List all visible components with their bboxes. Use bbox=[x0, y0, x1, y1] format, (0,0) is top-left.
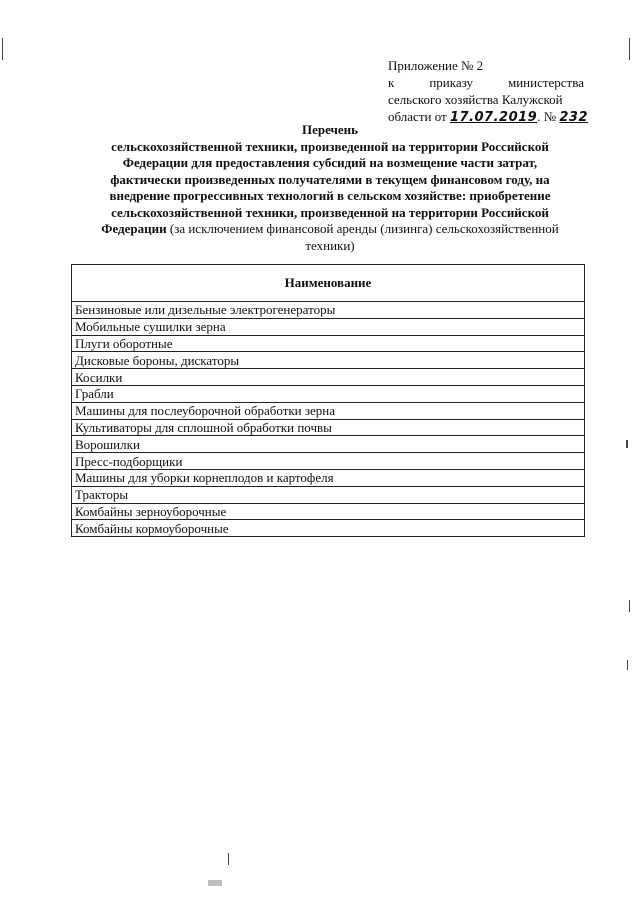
handwritten-order-number: 232 bbox=[559, 110, 589, 125]
title-heading: Перечень bbox=[301, 122, 359, 137]
appendix-date-prefix: области от bbox=[388, 109, 447, 124]
appendix-word-1: к bbox=[388, 75, 395, 90]
table-row bbox=[72, 302, 585, 319]
table-cell: Машины для уборки корнеплодов и картофеля bbox=[72, 469, 585, 486]
scan-speck-right-3 bbox=[627, 660, 628, 670]
table-cell: Ворошилки bbox=[72, 436, 585, 453]
table-cell: Культиваторы для сплошной обработки почвы bbox=[72, 419, 585, 436]
table-row bbox=[72, 419, 585, 436]
scan-edge-mark-left bbox=[2, 38, 3, 60]
appendix-block bbox=[388, 57, 589, 126]
table-row bbox=[72, 385, 585, 402]
table-cell: Тракторы bbox=[72, 486, 585, 503]
table-cell: Мобильные сушилки зерна bbox=[72, 318, 585, 335]
table-cell: Плуги оборотные bbox=[72, 335, 585, 352]
scan-speck-bottom-2 bbox=[208, 880, 222, 886]
table-row bbox=[72, 369, 585, 386]
table-cell: Комбайны зерноуборочные bbox=[72, 503, 585, 520]
document-title bbox=[90, 122, 570, 254]
table-cell: Грабли bbox=[72, 385, 585, 402]
appendix-line-3: сельского хозяйства Калужской bbox=[388, 92, 563, 107]
table-row bbox=[72, 352, 585, 369]
equipment-table bbox=[71, 264, 585, 537]
title-body bbox=[90, 139, 570, 255]
appendix-word-3: министерства bbox=[507, 75, 584, 90]
table-row bbox=[72, 520, 585, 537]
table-header-row bbox=[72, 265, 585, 302]
table-row bbox=[72, 436, 585, 453]
title-bold-text: сельскохозяйственной техники, произведенной на территории Российской Федерации для предоставления субсидий на возмещение части затрат, фактически произведенных получателями в текущем финансовом году, на внедрение прогрессивных технологий в сельском хозяйстве: приобретение сельскохозяйственной техники, произведенной на территории Российской Федерации bbox=[101, 138, 551, 236]
table-cell: Комбайны кормоуборочные bbox=[72, 520, 585, 537]
scan-speck-right-1 bbox=[626, 440, 628, 448]
table-row bbox=[72, 318, 585, 335]
appendix-line-1: Приложение № 2 bbox=[388, 58, 484, 73]
handwritten-date: 17.07.2019 bbox=[449, 110, 538, 125]
title-normal-text: (за исключением финансовой аренды (лизинга) сельскохозяйственной техники) bbox=[166, 221, 559, 253]
scan-edge-mark-right bbox=[629, 38, 630, 60]
table-cell: Косилки bbox=[72, 369, 585, 386]
scan-speck-right-2 bbox=[629, 600, 630, 612]
table-cell: Машины для послеуборочной обработки зерна bbox=[72, 402, 585, 419]
column-header-name: Наименование bbox=[72, 265, 585, 302]
table-row bbox=[72, 503, 585, 520]
table-row bbox=[72, 486, 585, 503]
table-row bbox=[72, 402, 585, 419]
appendix-line-2 bbox=[388, 74, 584, 91]
appendix-word-2: приказу bbox=[429, 75, 473, 90]
table-row bbox=[72, 453, 585, 470]
appendix-number-prefix: . № bbox=[537, 109, 557, 124]
table-cell: Пресс-подборщики bbox=[72, 453, 585, 470]
table-row bbox=[72, 469, 585, 486]
table-cell: Дисковые бороны, дискаторы bbox=[72, 352, 585, 369]
table-cell: Бензиновые или дизельные электрогенераторы bbox=[72, 302, 585, 319]
scan-speck-bottom-1 bbox=[228, 853, 229, 865]
table-row bbox=[72, 335, 585, 352]
